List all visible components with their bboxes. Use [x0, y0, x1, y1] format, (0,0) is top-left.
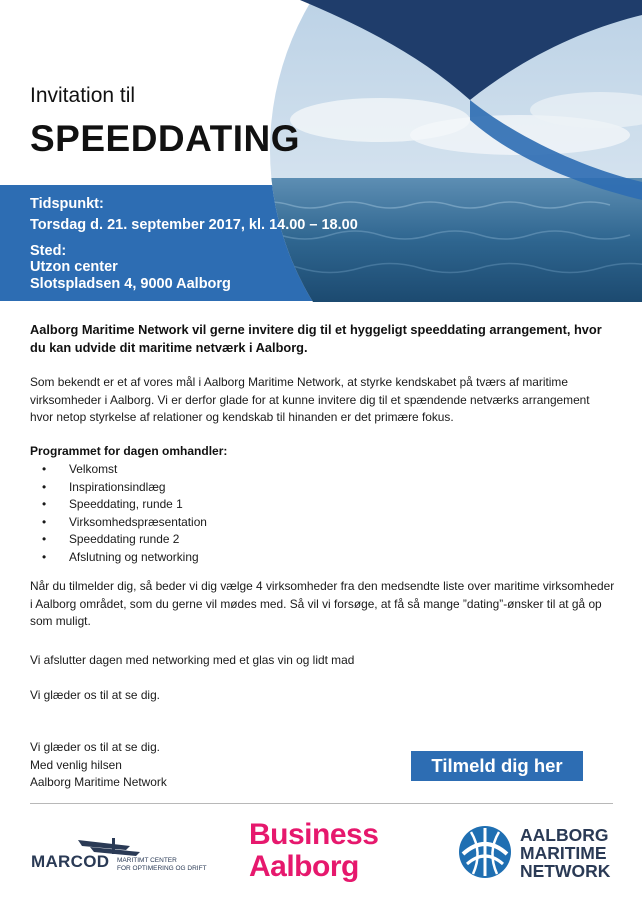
signature-line: Vi glæder os til at se dig.	[30, 740, 160, 754]
amn-logo-text: AALBORG	[520, 825, 609, 845]
list-item: • Virksomhedspræsentation	[42, 514, 207, 532]
signup-button[interactable]: Tilmeld dig her	[411, 751, 583, 781]
business-aalborg-logo: Aalborg	[249, 850, 359, 883]
lead-paragraph: Aalborg Maritime Network vil gerne invitere dig til et hyggeligt speeddating arrangement, hvor du kan udvide dit maritime netværk i Aalborg.	[30, 322, 602, 355]
signature-line: Med venlig hilsen	[30, 757, 122, 772]
business-aalborg-logo: Business	[249, 818, 379, 851]
time-label: Tidspunkt:	[30, 196, 104, 212]
list-item: • Inspirationsindlæg	[42, 479, 207, 497]
list-item: • Speeddating, runde 1	[42, 496, 207, 514]
marcod-tagline: FOR OPTIMERING OG DRIFT	[117, 865, 207, 872]
list-item: • Afslutning og networking	[42, 549, 207, 567]
program-list	[42, 461, 207, 566]
footer-divider	[30, 803, 613, 804]
amn-logo-text: MARITIME	[520, 843, 607, 863]
intro-paragraph: Som bekendt er et af vores mål i Aalborg Maritime Network, at styrke kendskabet på tværs af maritime virksomheder i Aalborg. Vi er derfor glade for at kunne invitere dig til et spændende netværks arrangement hvor netop styrkelse af relationer og kendskab til hinanden er det primære fokus.	[30, 375, 590, 424]
list-item: • Velkomst	[42, 461, 207, 479]
invitation-intro: Invitation til	[30, 84, 136, 107]
list-item: • Speeddating runde 2	[42, 531, 207, 549]
amn-globe-icon	[457, 824, 513, 880]
signature	[30, 739, 167, 792]
place-venue: Utzon center	[30, 259, 118, 275]
place-address: Slotspladsen 4, 9000 Aalborg	[30, 276, 231, 292]
place-label: Sted:	[30, 243, 67, 259]
time-value: Torsdag d. 21. september 2017, kl. 14.00 – 18.00	[30, 217, 358, 233]
signup-paragraph: Når du tilmelder dig, så beder vi dig vælge 4 virksomheder fra den medsendte liste over maritime virksomheder i Aalborg området, som du gerne vil mødes med. Så vil vi forsøge, at få så mange ”dating”-ønsker til at gå op som muligt.	[30, 579, 615, 628]
networking-paragraph: Vi afslutter dagen med networking med et glas vin og lidt mad	[30, 653, 355, 667]
amn-logo-text: NETWORK	[520, 861, 611, 881]
closing-paragraph: Vi glæder os til at se dig.	[30, 688, 160, 702]
signature-line: Aalborg Maritime Network	[30, 775, 167, 789]
marcod-logo-text: MARCOD	[31, 852, 110, 871]
program-heading: Programmet for dagen omhandler:	[30, 444, 228, 458]
page-title: SPEEDDATING	[30, 118, 301, 159]
marcod-tagline: MARITIMT CENTER	[117, 857, 177, 864]
